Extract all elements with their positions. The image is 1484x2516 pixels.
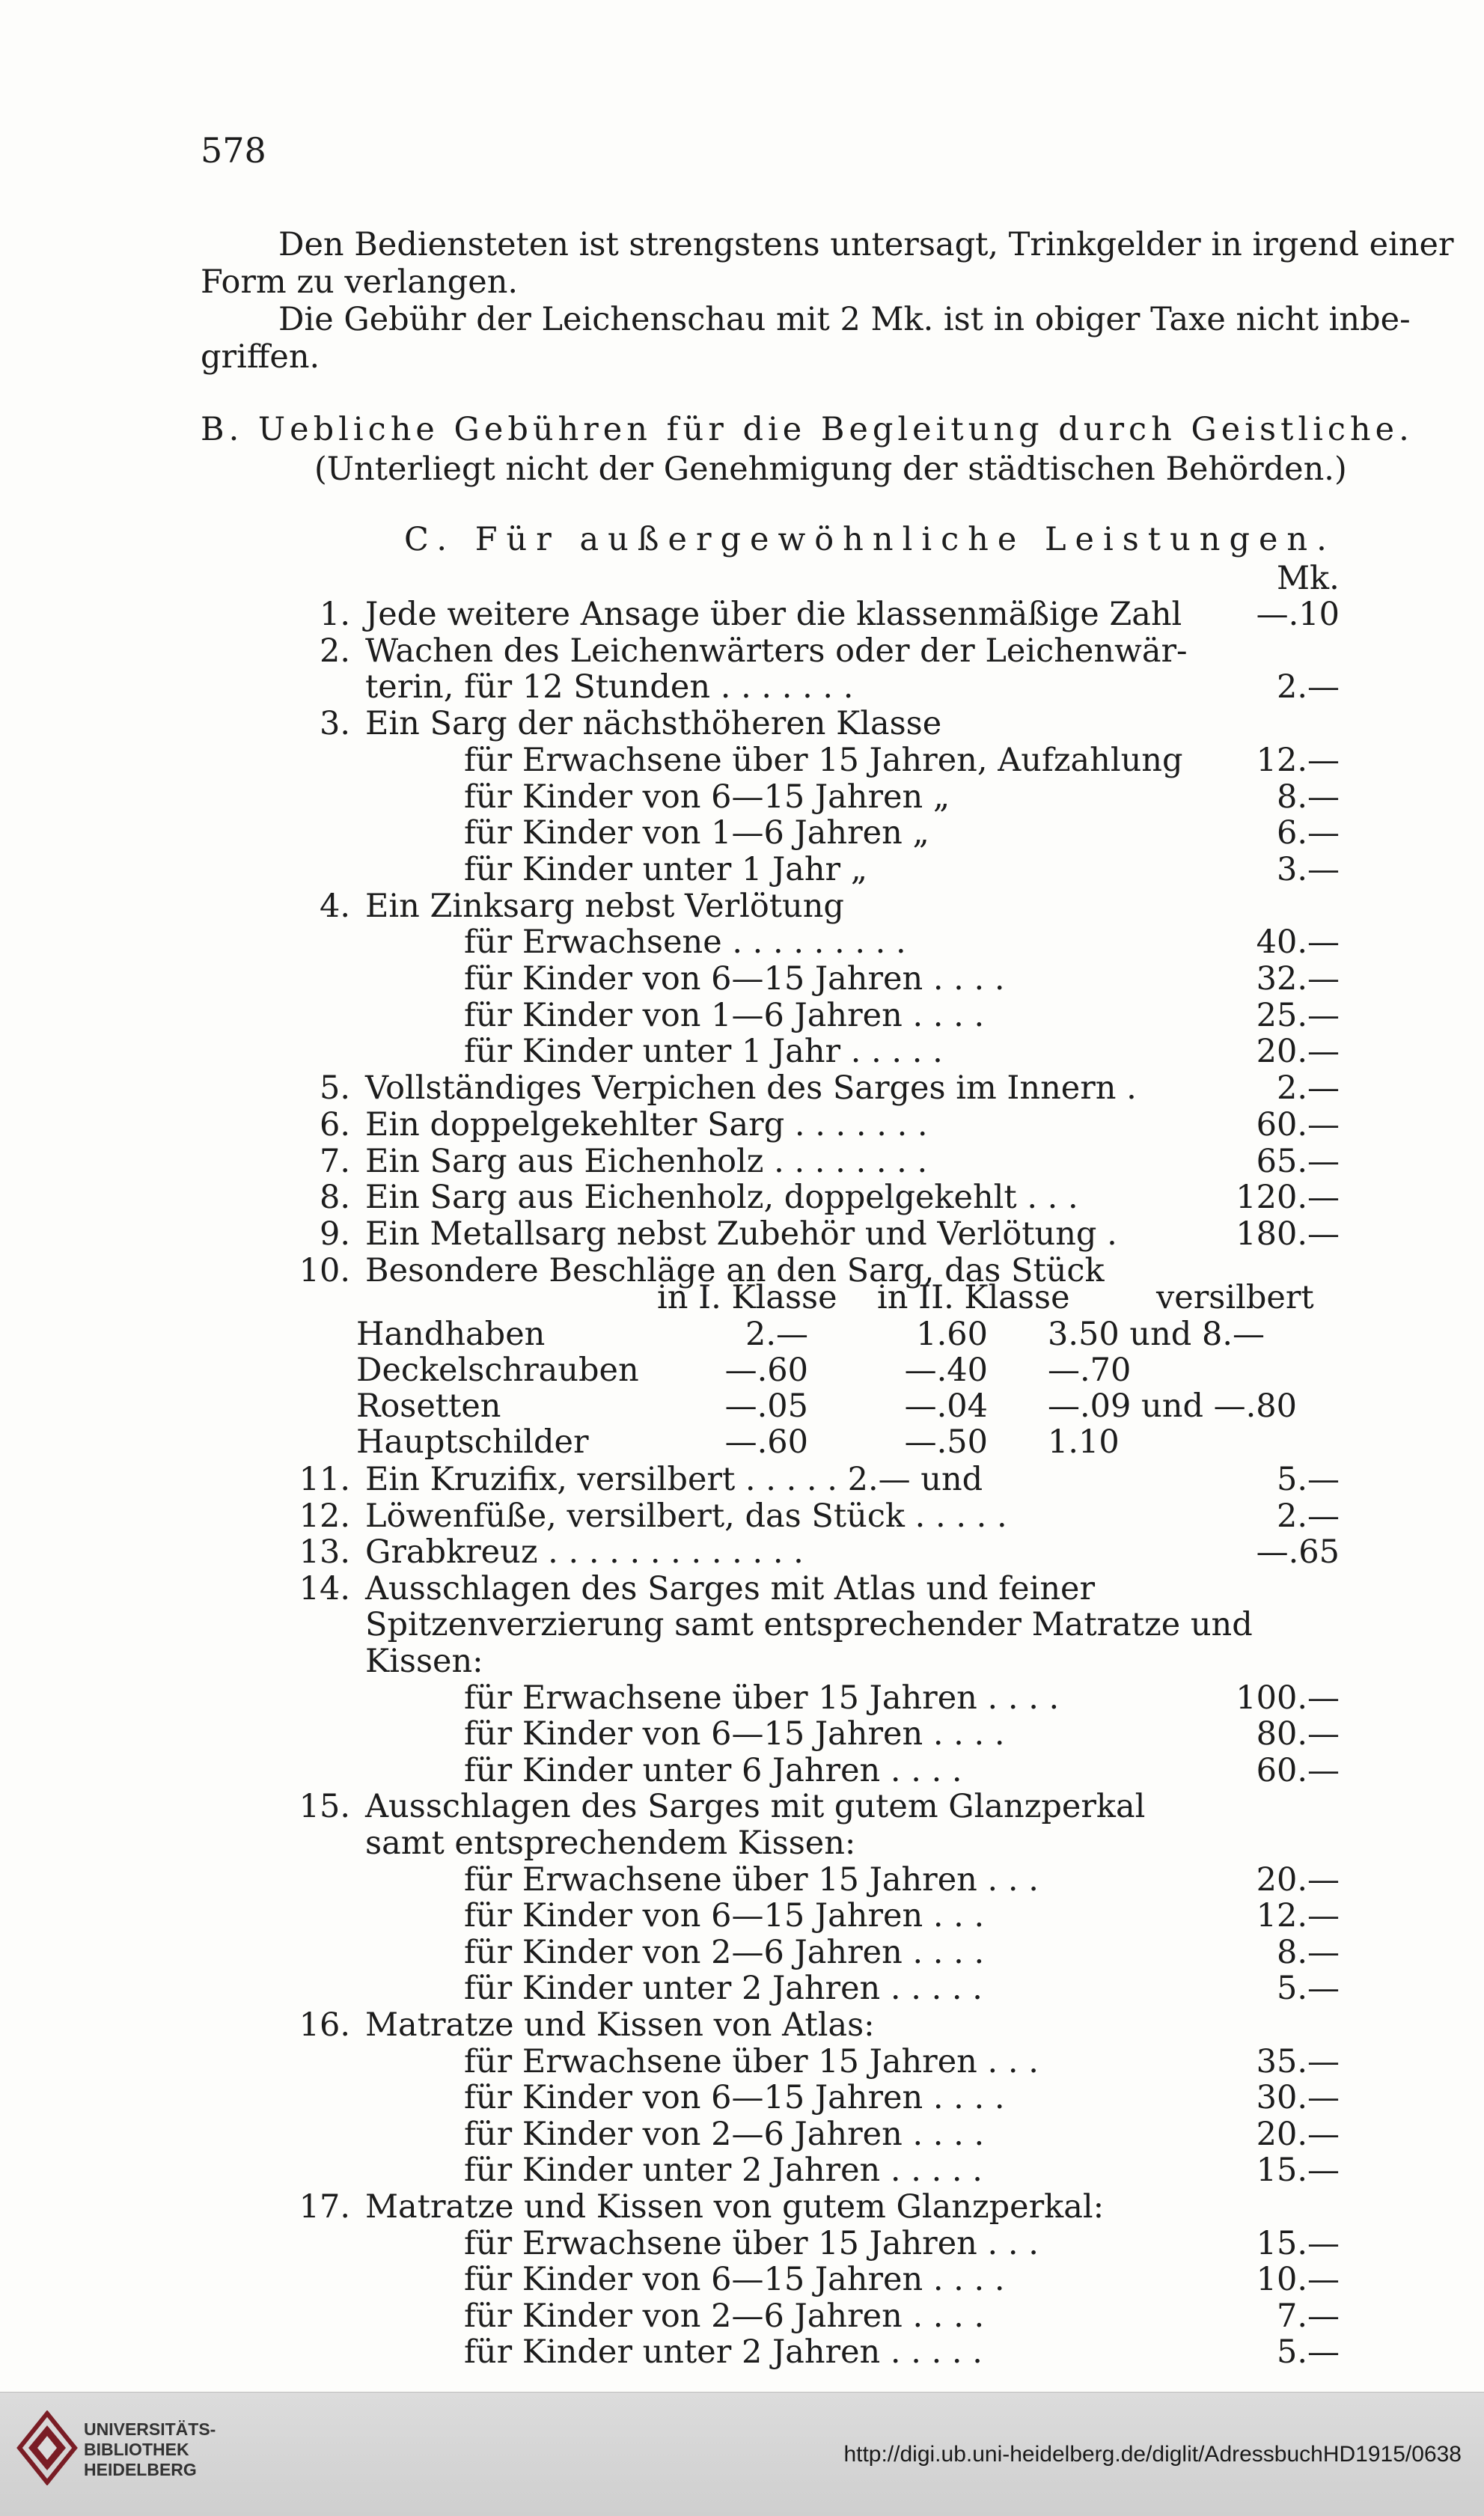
item-text: Ein Zinksarg nebst Verlötung bbox=[365, 887, 844, 925]
fitting-name: Deckelschrauben bbox=[356, 1352, 639, 1389]
item-price: 8.— bbox=[1276, 778, 1340, 816]
item-text: für Erwachsene über 15 Jahren . . . bbox=[464, 1860, 1039, 1899]
fitting-price-class-1: —.60 bbox=[724, 1352, 808, 1389]
item-text: Ausschlagen des Sarges mit gutem Glanzperkal bbox=[365, 1788, 1146, 1826]
item-number: 13. bbox=[299, 1533, 350, 1572]
item-price: 2.— bbox=[1276, 668, 1340, 706]
item-text: Wachen des Leichenwärters oder der Leichenwär- bbox=[365, 632, 1188, 670]
item-price: 15.— bbox=[1256, 2152, 1340, 2190]
fitting-price-silver: 3.50 und 8.— bbox=[1048, 1316, 1265, 1353]
item-text: Matratze und Kissen von gutem Glanzperkal: bbox=[365, 2188, 1105, 2226]
item-text: für Erwachsene über 15 Jahren . . . . bbox=[464, 1679, 1060, 1717]
university-library-logo-icon bbox=[16, 2410, 78, 2485]
item-price: 3.— bbox=[1276, 850, 1340, 888]
item-text: für Kinder von 2—6 Jahren . . . . bbox=[464, 1933, 985, 1971]
item-text: für Kinder unter 6 Jahren . . . . bbox=[464, 1751, 962, 1789]
unit-label: Mk. bbox=[1277, 560, 1340, 597]
fitting-price-class-2: —.50 bbox=[904, 1423, 988, 1461]
item-text: für Erwachsene über 15 Jahren, Aufzahlung bbox=[464, 741, 1183, 779]
fitting-name: Rosetten bbox=[356, 1387, 501, 1425]
item-number: 4. bbox=[319, 887, 350, 925]
item-text: für Erwachsene über 15 Jahren . . . bbox=[464, 2042, 1039, 2080]
item-number: 11. bbox=[299, 1461, 350, 1498]
library-name-line-3: HEIDELBERG bbox=[84, 2460, 197, 2479]
item-text: für Kinder von 2—6 Jahren . . . . bbox=[464, 2115, 985, 2153]
item-price: 180.— bbox=[1236, 1215, 1340, 1253]
item-number: 2. bbox=[319, 632, 350, 670]
item-text: für Kinder von 6—15 Jahren . . . . bbox=[464, 1715, 1005, 1753]
fitting-name: Handhaben bbox=[356, 1316, 546, 1353]
item-text: Kissen: bbox=[365, 1643, 483, 1680]
item-price: 2.— bbox=[1276, 1497, 1340, 1535]
section-b-heading: B. Uebliche Gebühren für die Begleitung durch Geistliche. bbox=[201, 411, 1414, 448]
item-number: 8. bbox=[319, 1179, 350, 1217]
item-price: 20.— bbox=[1256, 1033, 1340, 1071]
item-price: 6.— bbox=[1276, 814, 1340, 852]
item-price: 35.— bbox=[1256, 2042, 1340, 2080]
item-price: 5.— bbox=[1276, 2333, 1340, 2372]
item-text: für Kinder unter 1 Jahr „ bbox=[464, 850, 868, 888]
item-price: 7.— bbox=[1276, 2297, 1340, 2335]
item-price: 40.— bbox=[1256, 923, 1340, 962]
item-text: für Kinder von 6—15 Jahren . . . bbox=[464, 1897, 985, 1935]
item-price: 32.— bbox=[1256, 960, 1340, 998]
item-text: für Kinder von 2—6 Jahren . . . . bbox=[464, 2297, 985, 2335]
item-number: 12. bbox=[299, 1497, 350, 1535]
item-text: für Kinder von 1—6 Jahren . . . . bbox=[464, 996, 985, 1034]
intro-line-3: Die Gebühr der Leichenschau mit 2 Mk. ist in obiger Taxe nicht inbe- bbox=[278, 301, 1411, 338]
fitting-price-class-2: —.04 bbox=[904, 1387, 988, 1425]
footer-bar bbox=[0, 2392, 1484, 2516]
item-text: für Kinder unter 2 Jahren . . . . . bbox=[464, 2152, 983, 2190]
fitting-price-silver: —.70 bbox=[1048, 1352, 1132, 1389]
item-price: 8.— bbox=[1276, 1933, 1340, 1971]
item-price: 25.— bbox=[1256, 996, 1340, 1034]
item-number: 16. bbox=[299, 2006, 350, 2044]
item-price: 60.— bbox=[1256, 1105, 1340, 1144]
section-b-note: (Unterliegt nicht der Genehmigung der städtischen Behörden.) bbox=[314, 451, 1347, 488]
intro-line-2: Form zu verlangen. bbox=[201, 263, 519, 301]
fitting-price-class-2: —.40 bbox=[904, 1352, 988, 1389]
fitting-price-class-1: 2.— bbox=[745, 1316, 808, 1353]
item-text: für Kinder von 6—15 Jahren „ bbox=[464, 778, 950, 816]
item-number: 14. bbox=[299, 1569, 350, 1607]
item-number: 5. bbox=[319, 1069, 350, 1108]
library-name bbox=[84, 2419, 216, 2480]
fittings-header-silver: versilbert bbox=[1156, 1279, 1314, 1316]
item-text: Grabkreuz . . . . . . . . . . . . . bbox=[365, 1533, 804, 1572]
item-text: Ein Sarg aus Eichenholz . . . . . . . . bbox=[365, 1142, 928, 1180]
item-text: für Kinder unter 2 Jahren . . . . . bbox=[464, 1970, 983, 2008]
fitting-price-silver: 1.10 bbox=[1048, 1423, 1120, 1461]
library-name-line-2: BIBLIOTHEK bbox=[84, 2440, 189, 2459]
item-price: 60.— bbox=[1256, 1751, 1340, 1789]
item-text: für Kinder unter 1 Jahr . . . . . bbox=[464, 1033, 943, 1071]
intro-line-1: Den Bediensteten ist strengstens untersagt, Trinkgelder in irgend einer bbox=[278, 226, 1454, 263]
item-number: 9. bbox=[319, 1215, 350, 1253]
item-text: Ein Sarg der nächsthöheren Klasse bbox=[365, 705, 942, 743]
item-text: für Kinder von 6—15 Jahren . . . . bbox=[464, 960, 1005, 998]
intro-line-4: griffen. bbox=[201, 338, 320, 376]
item-text: für Kinder von 1—6 Jahren „ bbox=[464, 814, 929, 852]
item-price: 12.— bbox=[1256, 741, 1340, 779]
item-price: 20.— bbox=[1256, 2115, 1340, 2153]
item-price: 80.— bbox=[1256, 1715, 1340, 1753]
item-text: für Erwachsene über 15 Jahren . . . bbox=[464, 2224, 1039, 2262]
item-price: 12.— bbox=[1256, 1897, 1340, 1935]
item-number: 1. bbox=[319, 596, 350, 633]
fitting-price-silver: —.09 und —.80 bbox=[1048, 1387, 1298, 1425]
item-price: 5.— bbox=[1276, 1461, 1340, 1498]
item-text: für Kinder von 6—15 Jahren . . . . bbox=[464, 2079, 1005, 2117]
item-text: für Erwachsene . . . . . . . . . bbox=[464, 923, 906, 962]
item-text: Jede weitere Ansage über die klassenmäßige Zahl bbox=[365, 596, 1182, 633]
item-number: 10. bbox=[299, 1251, 350, 1289]
item-text: Löwenfüße, versilbert, das Stück . . . . . bbox=[365, 1497, 1007, 1535]
item-price: 2.— bbox=[1276, 1069, 1340, 1108]
item-price: 65.— bbox=[1256, 1142, 1340, 1180]
item-text: Ein Kruzifix, versilbert . . . . . 2.— und bbox=[365, 1461, 983, 1498]
item-price: 120.— bbox=[1236, 1179, 1340, 1217]
item-price: 15.— bbox=[1256, 2224, 1340, 2262]
fitting-name: Hauptschilder bbox=[356, 1423, 589, 1461]
library-name-line-1: UNIVERSITÄTS- bbox=[84, 2419, 216, 2439]
item-text: Matratze und Kissen von Atlas: bbox=[365, 2006, 875, 2044]
item-number: 15. bbox=[299, 1788, 350, 1826]
item-price: 30.— bbox=[1256, 2079, 1340, 2117]
fittings-header-class-1: in I. Klasse bbox=[657, 1279, 837, 1316]
item-price: —.10 bbox=[1256, 596, 1340, 633]
fitting-price-class-1: —.60 bbox=[724, 1423, 808, 1461]
item-price: —.65 bbox=[1256, 1533, 1340, 1572]
item-price: 20.— bbox=[1256, 1860, 1340, 1899]
item-number: 3. bbox=[319, 705, 350, 743]
item-text: Ein Metallsarg nebst Zubehör und Verlötung . bbox=[365, 1215, 1117, 1253]
item-price: 100.— bbox=[1236, 1679, 1340, 1717]
section-c-heading: C. Für außergewöhnliche Leistungen. bbox=[404, 521, 1336, 558]
item-text: terin, für 12 Stunden . . . . . . . bbox=[365, 668, 854, 706]
item-text: samt entsprechendem Kissen: bbox=[365, 1825, 856, 1862]
item-price: 5.— bbox=[1276, 1970, 1340, 2008]
item-text: Ein Sarg aus Eichenholz, doppelgekehlt . . . bbox=[365, 1179, 1078, 1217]
item-number: 6. bbox=[319, 1105, 350, 1144]
item-text: für Kinder von 6—15 Jahren . . . . bbox=[464, 2261, 1005, 2299]
fittings-header-class-2: in II. Klasse bbox=[877, 1279, 1070, 1316]
item-text: Vollständiges Verpichen des Sarges im Innern . bbox=[365, 1069, 1137, 1108]
item-number: 17. bbox=[299, 2188, 350, 2226]
source-url-link[interactable]: http://digi.ub.uni-heidelberg.de/diglit/AdressbuchHD1915/0638 bbox=[843, 2442, 1462, 2467]
item-text: Ausschlagen des Sarges mit Atlas und feiner bbox=[365, 1569, 1096, 1607]
fitting-price-class-1: —.05 bbox=[724, 1387, 808, 1425]
item-number: 7. bbox=[319, 1142, 350, 1180]
item-text: für Kinder unter 2 Jahren . . . . . bbox=[464, 2333, 983, 2372]
fitting-price-class-2: 1.60 bbox=[916, 1316, 988, 1353]
item-text: Spitzenverzierung samt entsprechender Matratze und bbox=[365, 1606, 1253, 1644]
item-text: Besondere Beschläge an den Sarg, das Stück bbox=[365, 1251, 1105, 1289]
item-text: Ein doppelgekehlter Sarg . . . . . . . bbox=[365, 1105, 928, 1144]
item-price: 10.— bbox=[1256, 2261, 1340, 2299]
page-number: 578 bbox=[201, 130, 266, 171]
